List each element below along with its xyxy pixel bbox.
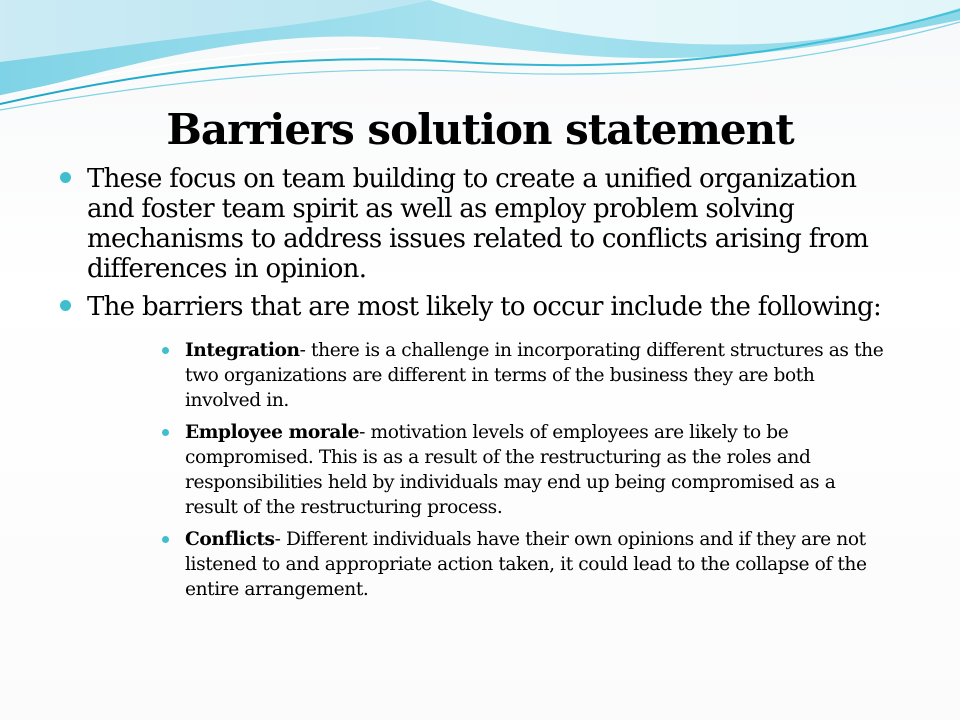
bullet-item (56, 292, 886, 602)
sub-bullet-text: - motivation levels of employees are likely to be compromised. This is as a result of the restructuring as the roles and responsibilities held by individuals may end up being compromised as a result of the restructuring process. (185, 422, 836, 518)
sub-bullet-term: Conflicts (185, 529, 275, 550)
sub-bullet-term: Integration (185, 340, 300, 361)
sub-bullet-item (158, 420, 886, 520)
slide-title: Barriers solution statement (166, 105, 794, 154)
bullet-dot-icon (60, 300, 71, 311)
sub-bullet-dot-icon (162, 536, 169, 543)
bullet-dot-icon (60, 172, 71, 183)
sub-bullet-dot-icon (162, 429, 169, 436)
sub-bullet-item (158, 338, 886, 413)
sub-bullet-item (158, 527, 886, 602)
bullet-item (56, 164, 886, 284)
slide-body (56, 164, 886, 610)
bullet-text: These focus on team building to create a unified organization and foster team spirit as well as employ problem solving mechanisms to address issues related to conflicts arising from differences in opinion. (87, 164, 869, 284)
sub-bullet-dot-icon (162, 347, 169, 354)
sub-bullet-text: - there is a challenge in incorporating different structures as the two organizations are different in terms of the business they are both involved in. (185, 340, 884, 411)
bullet-text: The barriers that are most likely to occur include the following: (87, 292, 882, 322)
sub-bullet-text: - Different individuals have their own opinions and if they are not listened to and appropriate action taken, it could lead to the collapse of the entire arrangement. (185, 529, 867, 600)
sub-bullet-term: Employee morale (185, 422, 360, 443)
sub-bullet-list (158, 338, 886, 602)
